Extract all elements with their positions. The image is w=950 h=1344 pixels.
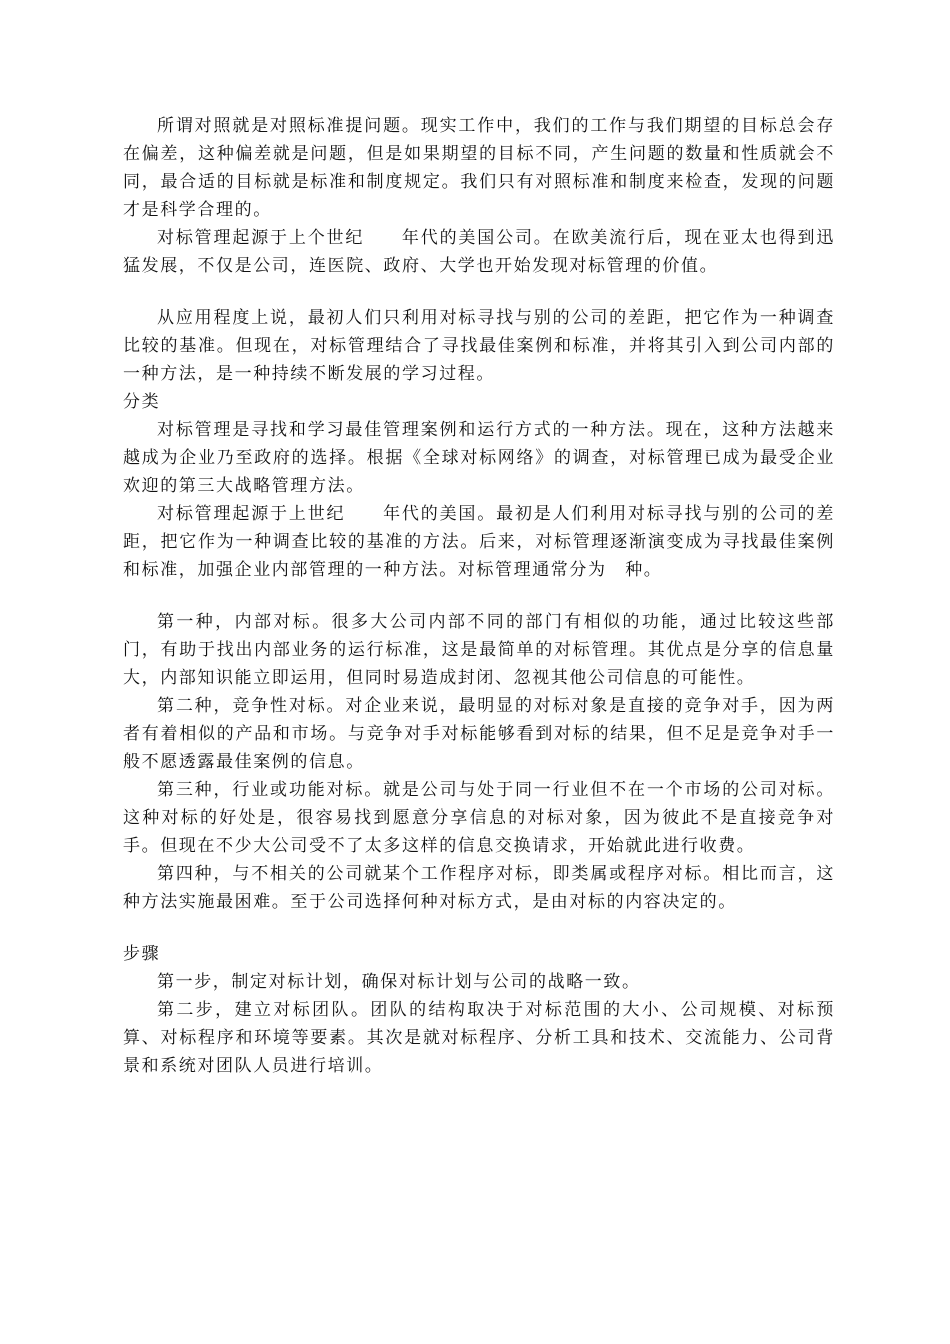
paragraph-step-two: 第二步，建立对标团队。团队的结构取决于对标范围的大小、公司规模、对标预算、对标程序和环境等要素。其次是就对标程序、分析工具和技术、交流能力、公司背景和系统对团队人员进行培训。 <box>123 1000 835 1076</box>
paragraph-step-one: 第一步，制定对标计划，确保对标计划与公司的战略一致。 <box>157 972 641 992</box>
paragraph-gap <box>123 584 835 608</box>
paragraph-origin: 对标管理起源于上个世纪 年代的美国公司。在欧美流行后，现在亚太也得到迅猛发展，不仅是公司，连医院、政府、大学也开始发现对标管理的价值。 <box>123 228 835 276</box>
document-page <box>123 112 835 1080</box>
paragraph-application: 从应用程度上说，最初人们只利用对标寻找与别的公司的差距，把它作为一种调查比较的基准。但现在，对标管理结合了寻找最佳案例和标准，并将其引入到公司内部的一种方法，是一种持续不断发展的学习过程。 <box>123 308 835 384</box>
paragraph-gap <box>123 280 835 304</box>
paragraph-type-competitive: 第二种，竞争性对标。对企业来说，最明显的对标对象是直接的竞争对手，因为两者有着相似的产品和市场。与竞争对手对标能够看到对标的结果，但不足是竞争对手一般不愿透露最佳案例的信息。 <box>123 696 835 772</box>
paragraph-method: 对标管理是寻找和学习最佳管理案例和运行方式的一种方法。现在，这种方法越来越成为企业乃至政府的选择。根据《全球对标网络》的调查，对标管理已成为最受企业欢迎的第三大战略管理方法。 <box>123 420 835 496</box>
paragraph-history: 对标管理起源于上世纪 年代的美国。最初是人们利用对标寻找与别的公司的差距，把它作为一种调查比较的基准的方法。后来，对标管理逐渐演变成为寻找最佳案例和标准，加强企业内部管理的一种方法。对标管理通常分为 种。 <box>123 504 835 580</box>
heading-steps: 步骤 <box>123 944 161 964</box>
paragraph-gap <box>123 916 835 940</box>
paragraph-type-industry: 第三种，行业或功能对标。就是公司与处于同一行业但不在一个市场的公司对标。这种对标的好处是，很容易找到愿意分享信息的对标对象，因为彼此不是直接竞争对手。但现在不少大公司受不了太多这样的信息交换请求，开始就此进行收费。 <box>123 780 835 856</box>
paragraph-type-generic: 第四种，与不相关的公司就某个工作程序对标，即类属或程序对标。相比而言，这种方法实施最困难。至于公司选择何种对标方式，是由对标的内容决定的。 <box>123 864 835 912</box>
paragraph-type-internal: 第一种，内部对标。很多大公司内部不同的部门有相似的功能，通过比较这些部门，有助于找出内部业务的运行标准，这是最简单的对标管理。其优点是分享的信息量大，内部知识能立即运用，但同时易造成封闭、忽视其他公司信息的可能性。 <box>123 612 835 688</box>
paragraph-definition: 所谓对照就是对照标准提问题。现实工作中，我们的工作与我们期望的目标总会存在偏差，这种偏差就是问题，但是如果期望的目标不同，产生问题的数量和性质就会不同，最合适的目标就是标准和制度规定。我们只有对照标准和制度来检查，发现的问题才是科学合理的。 <box>123 116 835 220</box>
heading-classify: 分类 <box>123 392 161 412</box>
